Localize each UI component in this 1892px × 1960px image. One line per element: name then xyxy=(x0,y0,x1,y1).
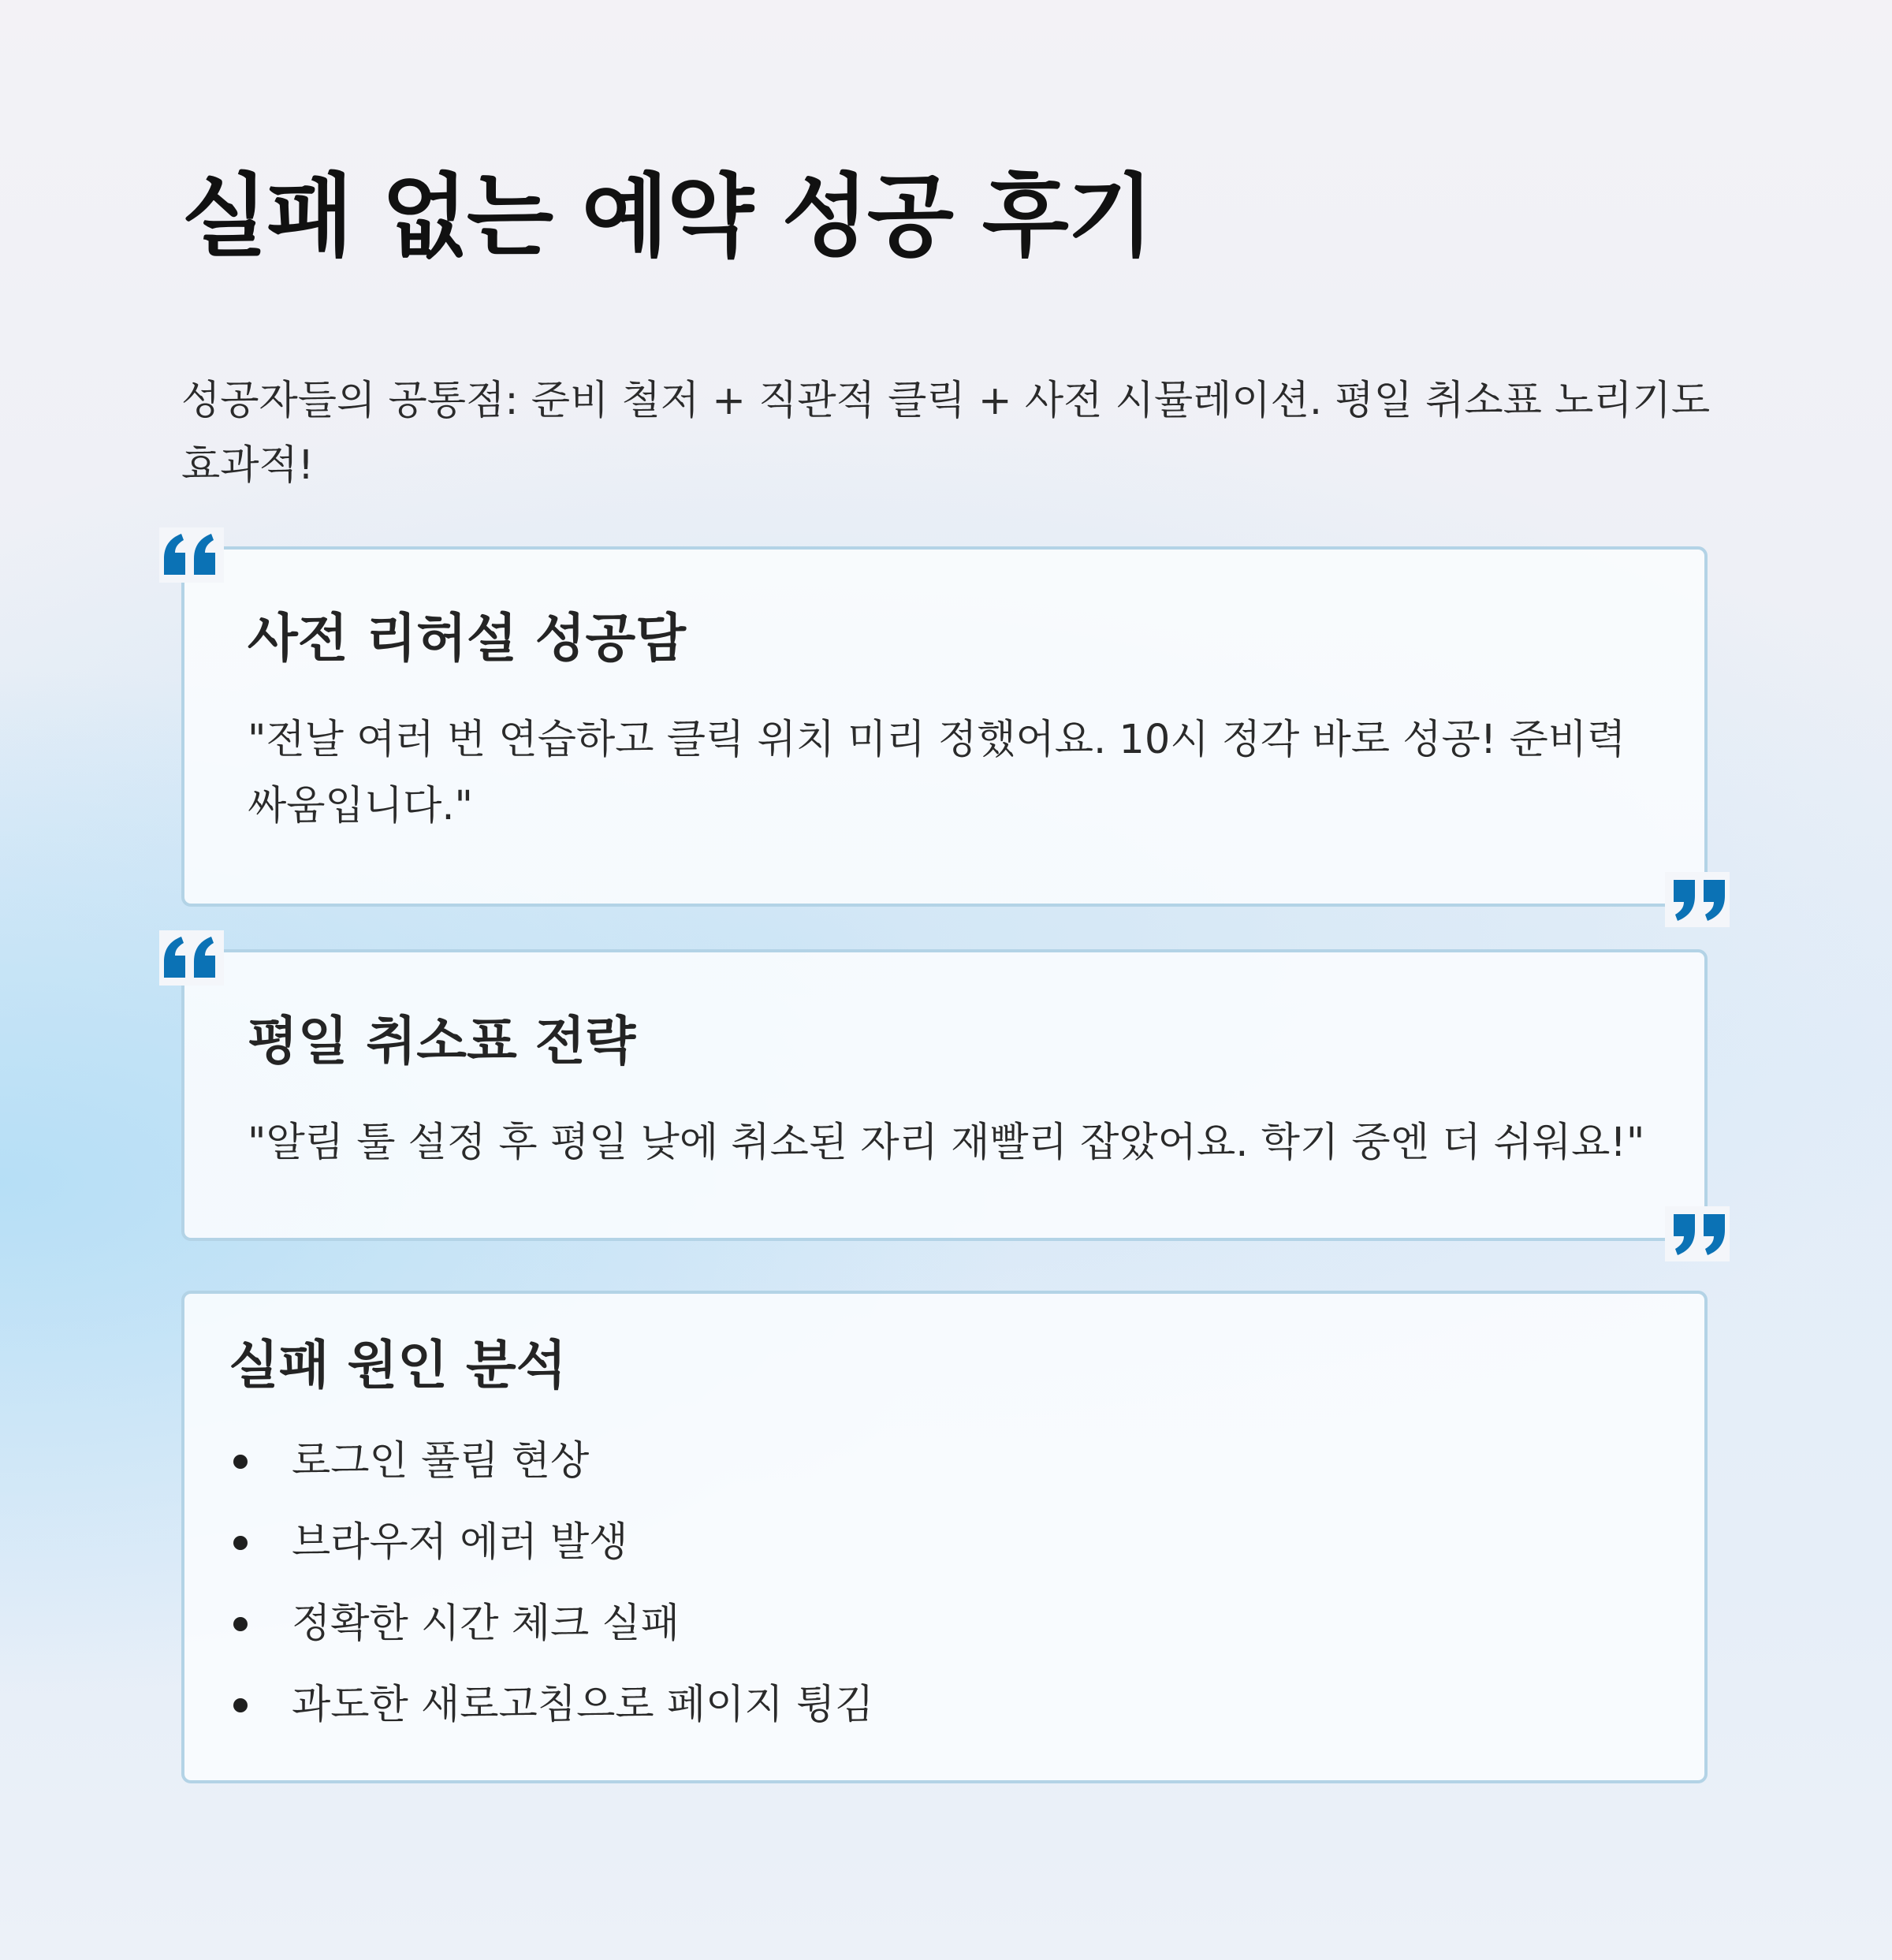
testimonial-title: 평일 취소표 전략 xyxy=(248,1011,636,1071)
testimonial-card xyxy=(181,949,1708,1241)
open-quote-icon xyxy=(159,930,224,986)
failure-analysis-card xyxy=(181,1291,1708,1783)
page-title: 실패 없는 예약 성공 후기 xyxy=(181,164,1153,269)
failure-reason-label: 정확한 시간 체크 실패 xyxy=(292,1600,680,1647)
open-quote-icon xyxy=(159,527,224,583)
testimonial-card xyxy=(181,546,1708,907)
failure-analysis-title: 실패 원인 분석 xyxy=(229,1335,567,1395)
close-quote-icon xyxy=(1665,1206,1730,1261)
bullet-icon xyxy=(233,1455,248,1469)
failure-reason-label: 로그인 풀림 현상 xyxy=(292,1438,590,1485)
bullet-icon xyxy=(233,1698,248,1712)
intro-text: 성공자들의 공통점: 준비 철저 + 직관적 클릭 + 사전 시뮬레이션. 평일 취소표 노리기도 효과적! xyxy=(181,378,1711,489)
bullet-icon xyxy=(233,1617,248,1631)
failure-reason-label: 브라우저 에러 발생 xyxy=(292,1519,628,1566)
close-quote-icon xyxy=(1665,872,1730,927)
bullet-icon xyxy=(233,1536,248,1550)
failure-reason-label: 과도한 새로고침으로 페이지 튕김 xyxy=(292,1682,874,1728)
testimonial-quote: "알림 툴 설정 후 평일 낮에 취소된 자리 재빨리 잡았어요. 학기 중엔 더 쉬워요!" xyxy=(248,1120,1645,1166)
testimonial-title: 사전 리허설 성공담 xyxy=(248,608,687,669)
testimonial-quote: "전날 여러 번 연습하고 클릭 위치 미리 정했어요. 10시 정각 바로 성공! 준비력 싸움입니다." xyxy=(248,717,1626,829)
